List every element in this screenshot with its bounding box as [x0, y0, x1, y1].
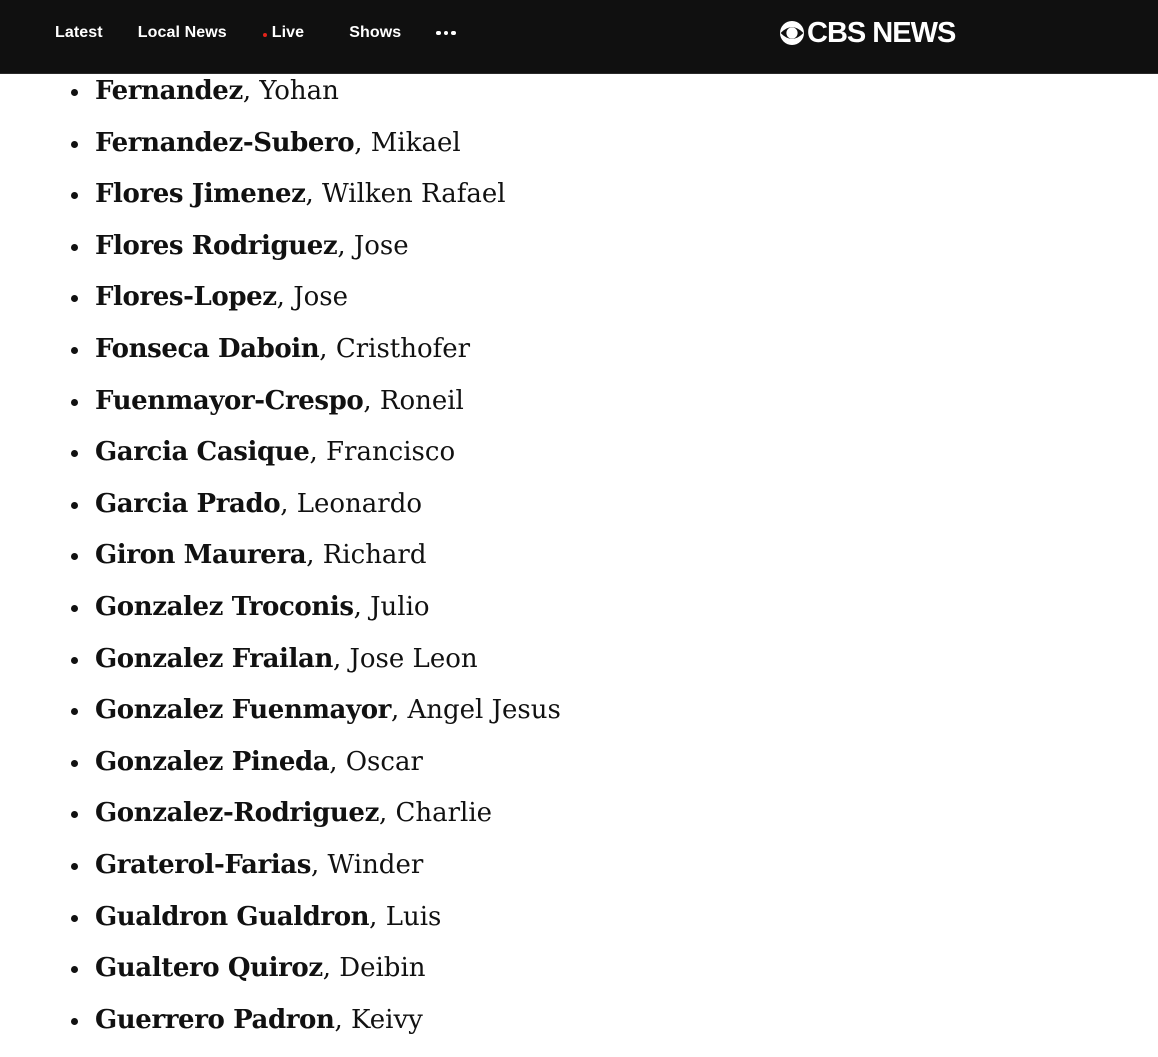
- surname: Fuenmayor-Crespo: [95, 385, 364, 416]
- name-separator: ,: [369, 901, 386, 932]
- surname: Gonzalez Frailan: [95, 643, 333, 674]
- name-separator: ,: [329, 746, 346, 777]
- name-separator: ,: [309, 437, 326, 468]
- list-item: [0, 272, 1158, 324]
- name-separator: ,: [242, 76, 260, 106]
- given-name: Winder: [327, 849, 424, 880]
- surname: Flores Jimenez: [95, 179, 306, 210]
- cbs-news-logo[interactable]: [779, 18, 955, 48]
- surname: Garcia Casique: [95, 437, 310, 468]
- given-name: Roneil: [379, 385, 464, 416]
- name-separator: ,: [322, 953, 340, 984]
- list-item: [0, 169, 1158, 221]
- surname: Gualdron Gualdron: [95, 901, 370, 932]
- list-item: [0, 530, 1158, 582]
- live-dot-icon: [263, 33, 267, 37]
- name-separator: ,: [378, 798, 396, 829]
- given-name: Angel Jesus: [407, 695, 561, 726]
- list-item: [0, 479, 1158, 531]
- name-separator: ,: [334, 1004, 352, 1035]
- nav-item-live[interactable]: [263, 24, 304, 42]
- given-name: Jose: [293, 282, 348, 313]
- nav-item-local-news[interactable]: Local News: [137, 24, 227, 41]
- surname: Gonzalez-Rodriguez: [95, 798, 379, 829]
- nav-item-shows[interactable]: Shows: [349, 24, 402, 41]
- name-separator: ,: [363, 385, 380, 416]
- surname: Graterol-Farias: [95, 849, 311, 880]
- name-separator: ,: [306, 540, 323, 571]
- name-separator: ,: [276, 282, 294, 313]
- surname: Flores-Lopez: [95, 282, 277, 313]
- name-separator: ,: [353, 591, 371, 622]
- list-item: [0, 376, 1158, 428]
- list-item: [0, 221, 1158, 273]
- given-name: Deibin: [339, 953, 426, 984]
- name-list: [0, 66, 1158, 1046]
- list-item: [0, 737, 1158, 789]
- nav-item-live-label: Live: [271, 24, 305, 41]
- surname: Gonzalez Fuenmayor: [95, 695, 391, 726]
- list-item: [0, 427, 1158, 479]
- surname: Gonzalez Pineda: [95, 746, 330, 777]
- given-name: Richard: [322, 540, 427, 571]
- surname: Fernandez: [95, 76, 243, 106]
- given-name: Mikael: [370, 127, 461, 158]
- logo-text: CBS NEWS: [807, 17, 956, 49]
- given-name: Oscar: [345, 746, 423, 777]
- given-name: Keivy: [351, 1004, 423, 1035]
- given-name: Jose Leon: [349, 643, 478, 674]
- given-name: Luis: [385, 901, 442, 932]
- surname: Gualtero Quiroz: [95, 953, 323, 984]
- name-separator: ,: [280, 488, 297, 519]
- given-name: Wilken Rafael: [321, 179, 506, 210]
- more-horizontal-icon[interactable]: [436, 23, 456, 43]
- list-item: [0, 995, 1158, 1047]
- name-separator: ,: [319, 333, 336, 364]
- list-item: [0, 324, 1158, 376]
- name-separator: ,: [337, 230, 354, 261]
- given-name: Francisco: [325, 437, 456, 468]
- list-item: [0, 788, 1158, 840]
- surname: Garcia Prado: [95, 488, 281, 519]
- list-item: [0, 634, 1158, 686]
- name-separator: ,: [390, 695, 408, 726]
- name-separator: ,: [332, 643, 350, 674]
- given-name: Julio: [370, 591, 430, 622]
- list-item: [0, 118, 1158, 170]
- name-separator: ,: [354, 127, 371, 158]
- surname: Fonseca Daboin: [95, 333, 320, 364]
- nav-item-latest[interactable]: Latest: [55, 24, 103, 41]
- surname: Giron Maurera: [95, 540, 307, 571]
- cbs-eye-icon: [779, 20, 805, 46]
- list-item: [0, 840, 1158, 892]
- list-item: [0, 943, 1158, 995]
- given-name: Jose: [353, 230, 409, 261]
- given-name: Leonardo: [296, 488, 422, 519]
- given-name: Charlie: [395, 798, 493, 829]
- surname: Flores Rodriguez: [95, 230, 338, 261]
- given-name: Yohan: [259, 76, 339, 106]
- surname: Guerrero Padron: [95, 1004, 335, 1035]
- article-body: [0, 66, 1158, 1046]
- surname: Fernandez-Subero: [95, 127, 355, 158]
- main-nav: [55, 0, 456, 66]
- name-separator: ,: [305, 179, 322, 210]
- top-nav-bar: [0, 0, 1158, 74]
- list-item: [0, 892, 1158, 944]
- list-item: [0, 582, 1158, 634]
- list-item: [0, 685, 1158, 737]
- name-separator: ,: [310, 849, 328, 880]
- surname: Gonzalez Troconis: [95, 591, 354, 622]
- given-name: Cristhofer: [335, 333, 471, 364]
